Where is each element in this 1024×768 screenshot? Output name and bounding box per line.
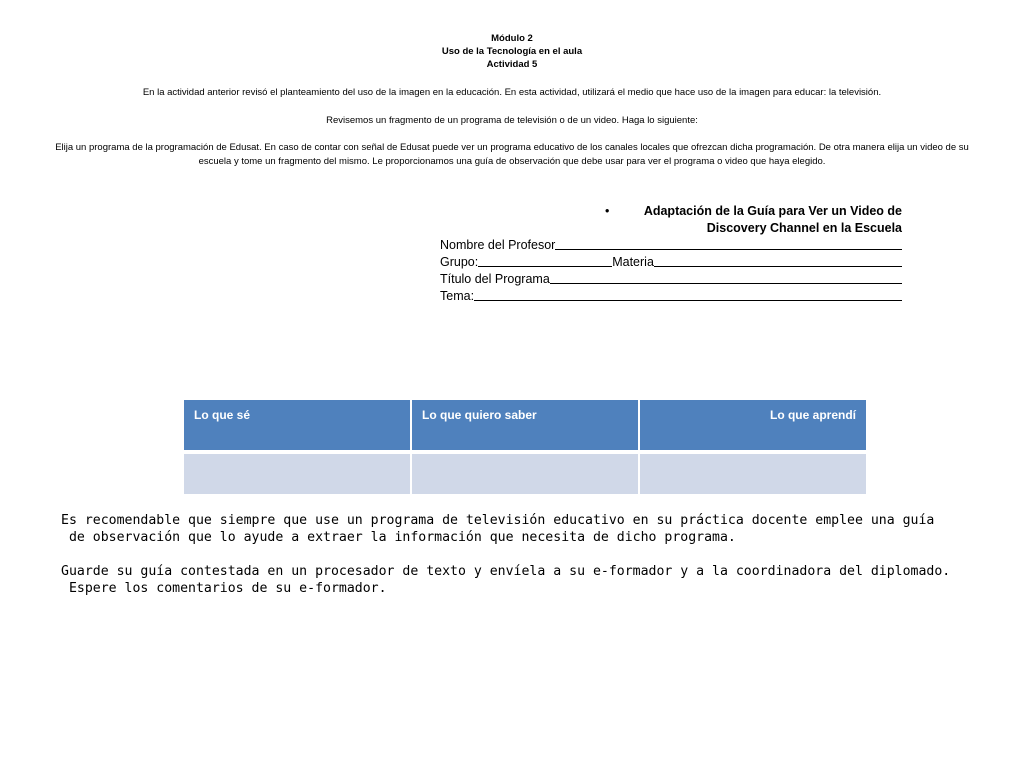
group-line[interactable]: [478, 254, 612, 267]
cell-know[interactable]: [183, 451, 411, 495]
guide-title: [440, 203, 902, 237]
program-title-label: Título del Programa: [440, 272, 550, 286]
topic-line[interactable]: [474, 288, 902, 301]
kwl-table: [183, 399, 867, 495]
header-know: Lo que sé: [183, 399, 411, 451]
topic-label: Tema:: [440, 289, 475, 303]
cell-learned[interactable]: [639, 451, 867, 495]
header-learned: Lo que aprendí: [639, 399, 867, 451]
group-subject-field[interactable]: [440, 254, 902, 271]
observation-guide-form: [440, 203, 902, 305]
slide-header: [0, 32, 1024, 71]
teacher-name-field[interactable]: [440, 237, 902, 254]
recommendation-line-1: Es recomendable que siempre que use un programa de televisión educativo en su práctica docente emplee una guía: [61, 513, 935, 528]
instruction-paragraph-3: Elija un programa de la programación de Edusat. En caso de contar con señal de Edusat puede ver un programa educativo de los canales locales que ofrezcan dicha programación. De otra manera elija un video de su escuela y tome un fragmento del mismo. Le proporcionamos una guía de observación que debe usar para ver el programa o video que haya elegido.: [55, 142, 969, 167]
subject-line[interactable]: [654, 254, 902, 267]
kwl-header-row: [183, 399, 867, 451]
recommendation-text: [61, 512, 961, 546]
teacher-name-label: Nombre del Profesor: [440, 238, 556, 252]
bullet-icon: •: [605, 204, 610, 218]
submission-line-1: Guarde su guía contestada en un procesador de texto y envíela a su e-formador y a la coordinadora del diplomado.: [61, 564, 951, 579]
course-title: Uso de la Tecnología en el aula: [441, 46, 583, 57]
program-title-line[interactable]: [550, 271, 902, 284]
instruction-paragraph-2: Revisemos un fragmento de un programa de televisión o de un video. Haga lo siguiente:: [326, 115, 698, 126]
module-title: Módulo 2: [491, 33, 533, 44]
instruction-paragraph-1: En la actividad anterior revisó el planteamiento del uso de la imagen en la educación. En esta actividad, utilizará el medio que hace uso de la imagen para educar: la televisión.: [142, 87, 882, 98]
guide-title-text: Adaptación de la Guía para Ver un Video de Discovery Channel en la Escuela: [643, 204, 902, 235]
activity-title: Actividad 5: [486, 59, 538, 70]
program-title-field[interactable]: [440, 271, 902, 288]
submission-text: [61, 563, 961, 597]
cell-want-to-know[interactable]: [411, 451, 639, 495]
header-want-to-know: Lo que quiero saber: [411, 399, 639, 451]
recommendation-line-2: de observación que lo ayude a extraer la información que necesita de dicho programa.: [61, 530, 736, 545]
table-row: [183, 451, 867, 495]
group-label: Grupo:: [440, 255, 479, 269]
subject-label: Materia: [612, 255, 654, 269]
submission-line-2: Espere los comentarios de su e-formador.: [61, 581, 387, 596]
teacher-name-line[interactable]: [555, 237, 902, 250]
topic-field[interactable]: [440, 288, 902, 305]
